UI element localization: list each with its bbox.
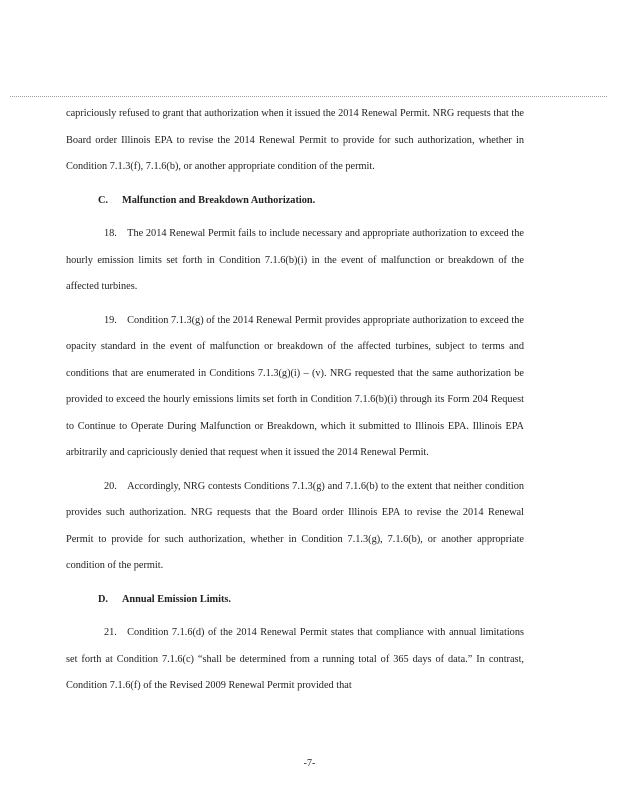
page-top-divider (10, 96, 607, 97)
document-body (66, 101, 524, 700)
section-title-c: Malfunction and Breakdown Authorization. (122, 194, 316, 206)
paragraph-20: 20. Accordingly, NRG contests Conditions 7.1.3(g) and 7.1.6(b) to the extent that neither condition provides such authorization. NRG requests that the Board order Illinois EPA to revise the 2014 Renewal Permit to provide for such authorization, whether in Condition 7.1.3(g), 7.1.6(b), or another appropriate condition of the permit. (66, 480, 524, 571)
section-title-d: Annual Emission Limits. (122, 593, 232, 605)
section-heading-d (66, 587, 524, 614)
section-letter-c: C. (97, 194, 108, 206)
page-number: -7- (303, 758, 316, 769)
section-letter-d: D. (97, 593, 108, 605)
paragraph-21: 21. Condition 7.1.6(d) of the 2014 Renewal Permit states that compliance with annual limitations set forth at Condition 7.1.6(c) “shall be determined from a running total of 365 days of data.” In contrast, Condition 7.1.6(f) of the Revised 2009 Renewal Permit provided that (66, 627, 524, 691)
paragraph-continuation: capriciously refused to grant that authorization when it issued the 2014 Renewal Permit. NRG requests that the Board order Illinois EPA to revise the 2014 Renewal Permit to provide for such authorization, whether in Condition 7.1.3(f), 7.1.6(b), or another appropriate condition of the permit. (66, 108, 524, 172)
section-heading-c (66, 188, 524, 215)
paragraph-18: 18. The 2014 Renewal Permit fails to include necessary and appropriate authorization to exceed the hourly emission limits set forth in Condition 7.1.6(b)(i) in the event of malfunction or breakdown of the affected turbines. (66, 228, 524, 292)
paragraph-19: 19. Condition 7.1.3(g) of the 2014 Renewal Permit provides appropriate authorization to exceed the opacity standard in the event of malfunction or breakdown of the affected turbines, subject to terms and conditions that are enumerated in Conditions 7.1.3(g)(i) – (v). NRG requested that the same authorization be provided to exceed the hourly emissions limits set forth in Condition 7.1.6(b)(i) through its Form 204 Request to Continue to Operate During Malfunction or Breakdown, which it submitted to Illinois EPA. Illinois EPA arbitrarily and capriciously denied that request when it issued the 2014 Renewal Permit. (66, 314, 524, 458)
